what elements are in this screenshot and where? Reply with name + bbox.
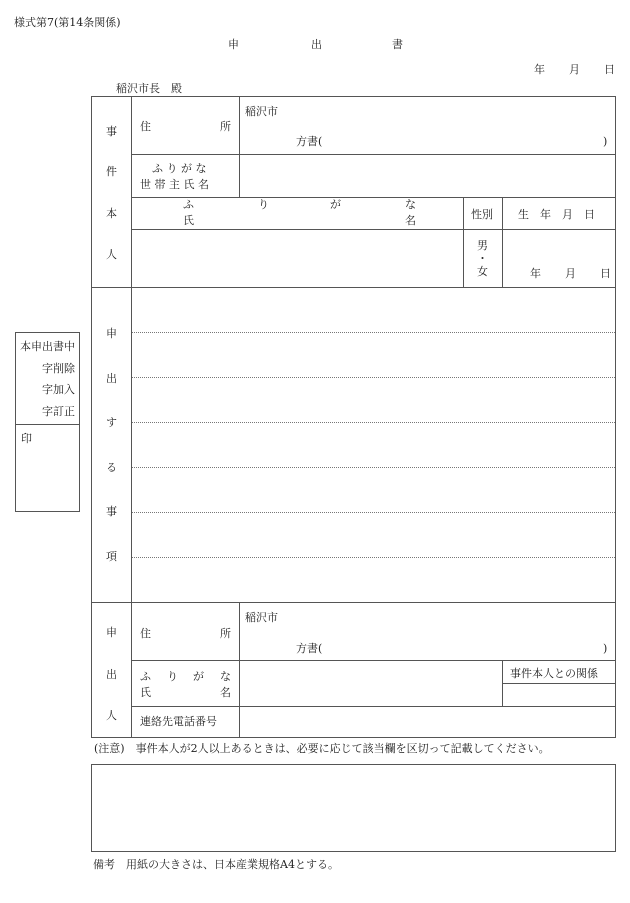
applicant-address-label-1: 住 [140, 627, 151, 640]
matters-char-4: る [106, 461, 117, 474]
applicant-close-paren: ) [603, 642, 608, 655]
subject-address-field[interactable] [241, 97, 615, 153]
name-furigana-3: が [330, 198, 341, 211]
sex-label: 性別 [471, 208, 493, 221]
correction-note-line-4: 字訂正 [42, 405, 75, 418]
sex-column-left [463, 197, 464, 287]
applicant-name-field[interactable] [241, 661, 501, 705]
birth-day: 日 [600, 267, 611, 280]
date-month: 月 [569, 63, 580, 76]
section-divider-subject [91, 287, 616, 288]
subject-name-field[interactable] [133, 230, 462, 286]
head-furigana-label: ふ り が な [152, 162, 207, 175]
subject-close-paren: ) [603, 135, 608, 148]
matters-char-6: 項 [106, 550, 117, 563]
phone-field[interactable] [241, 707, 615, 737]
name-furigana-2: り [258, 198, 269, 211]
matters-char-2: 出 [106, 372, 117, 385]
correction-note-line-1: 本申出書中 [20, 340, 75, 353]
head-name-label: 世 帯 主 氏 名 [140, 178, 209, 191]
date-day: 日 [604, 63, 615, 76]
birth-year: 年 [530, 267, 541, 280]
matters-field[interactable] [133, 289, 615, 601]
remarks-box[interactable] [91, 764, 616, 852]
subject-label-divider [239, 96, 240, 197]
head-name-field[interactable] [241, 155, 615, 196]
applicant-section-char-2: 出 [106, 668, 117, 681]
title-char-3: 書 [392, 38, 403, 51]
subject-section-char-3: 本 [106, 207, 117, 220]
applicant-furigana-1: ふ [140, 670, 151, 683]
applicant-name-label-1: 氏 [140, 686, 151, 699]
applicant-katagaki: 方書( [296, 642, 323, 655]
relation-field[interactable] [504, 684, 615, 705]
sex-female[interactable]: 女 [477, 265, 488, 278]
name-label-2: 名 [405, 214, 416, 227]
seal-label: 印 [21, 432, 32, 445]
birth-label: 生 年 月 日 [518, 208, 595, 221]
applicant-section-char-3: 人 [106, 709, 117, 722]
correction-note-divider [15, 424, 80, 425]
title-char-1: 申 [228, 38, 239, 51]
relation-label: 事件本人との関係 [510, 667, 598, 680]
phone-label: 連絡先電話番号 [140, 715, 217, 728]
applicant-label-divider [239, 602, 240, 738]
applicant-section-char-1: 申 [106, 626, 117, 639]
addressee: 稲沢市長 殿 [116, 82, 182, 95]
birth-month: 月 [565, 267, 576, 280]
remarks-note: 備考 用紙の大きさは、日本産業規格A4とする。 [93, 858, 339, 871]
applicant-furigana-4: な [220, 670, 231, 683]
correction-note-line-2: 字削除 [42, 362, 75, 375]
applicant-address-field[interactable] [241, 603, 615, 659]
applicant-furigana-3: が [193, 670, 204, 683]
name-label-1: 氏 [183, 214, 194, 227]
correction-note-line-3: 字加入 [42, 383, 75, 396]
subject-address-label-2: 所 [220, 120, 231, 133]
date-year: 年 [534, 63, 545, 76]
applicant-city: 稲沢市 [245, 611, 278, 624]
caution-note: (注意) 事件本人が2人以上あるときは、必要に応じて該当欄を区切って記載してください。 [94, 742, 550, 755]
subject-city: 稲沢市 [245, 105, 278, 118]
matters-char-1: 申 [106, 327, 117, 340]
subject-address-label-1: 住 [140, 120, 151, 133]
subject-section-char-2: 件 [106, 165, 117, 178]
form-number: 様式第7(第14条関係) [14, 16, 121, 29]
title-char-2: 出 [311, 38, 322, 51]
subject-section-char-4: 人 [106, 248, 117, 261]
label-column-divider [131, 96, 132, 738]
sex-separator: ・ [477, 252, 488, 265]
correction-note-box [15, 332, 80, 512]
applicant-furigana-2: り [167, 670, 178, 683]
applicant-name-label-2: 名 [220, 686, 231, 699]
name-furigana-4: な [405, 198, 416, 211]
subject-section-char-1: 事 [106, 125, 117, 138]
subject-row-divider-2 [131, 197, 616, 198]
matters-char-5: 事 [106, 505, 117, 518]
sex-column-right [502, 197, 503, 287]
sex-male[interactable]: 男 [477, 239, 488, 252]
subject-katagaki: 方書( [296, 135, 323, 148]
name-furigana-1: ふ [183, 198, 194, 211]
matters-char-3: す [106, 416, 117, 429]
applicant-address-label-2: 所 [220, 627, 231, 640]
